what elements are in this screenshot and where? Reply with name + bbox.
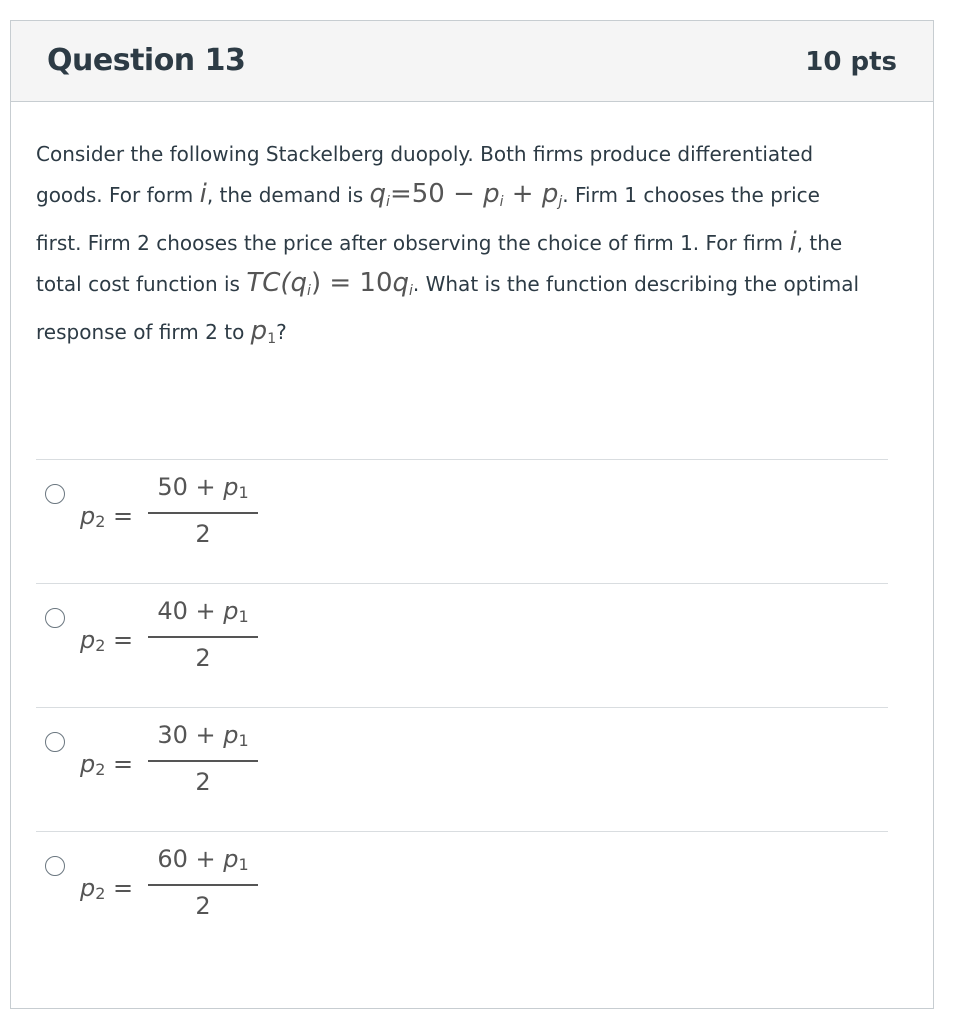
answer-formula: p2 = 50 + p1 2 [80,472,280,542]
question-title: Question 13 [47,43,246,78]
question-line-3: first. Firm 2 chooses the price after observing the choice of firm 1. For firm i, the [36,227,843,257]
answer-radio[interactable] [45,856,65,876]
fraction-bar [148,512,258,514]
question-text [36,134,886,359]
question-points: 10 pts [805,47,897,77]
question-header [11,21,933,102]
question-line-2: goods. For form i, the demand is $q_i=50 - p_i + p_j$. Firm 1 chooses the price [36,179,820,210]
answer-radio[interactable] [45,608,65,628]
answer-list [36,459,888,955]
answer-option[interactable] [36,583,888,707]
fraction-bar [148,760,258,762]
fraction-bar [148,884,258,886]
answer-option[interactable] [36,707,888,831]
math-i: i [199,179,207,209]
question-line-5: response of firm 2 to $p_1$? [36,316,287,347]
question-line-4: total cost function is $TC(q_i) = 10q_i$. What is the function describing the optimal [36,268,860,299]
question-line-1: Consider the following Stackelberg duopoly. Both firms produce differentiated [36,142,814,166]
answer-option[interactable] [36,831,888,955]
answer-formula: p2 = 60 + p1 2 [80,844,280,914]
fraction-bar [148,636,258,638]
answer-radio[interactable] [45,732,65,752]
answer-radio[interactable] [45,484,65,504]
answer-formula: p2 = 40 + p1 2 [80,596,280,666]
answer-formula: p2 = 30 + p1 2 [80,720,280,790]
answer-option[interactable] [36,459,888,583]
